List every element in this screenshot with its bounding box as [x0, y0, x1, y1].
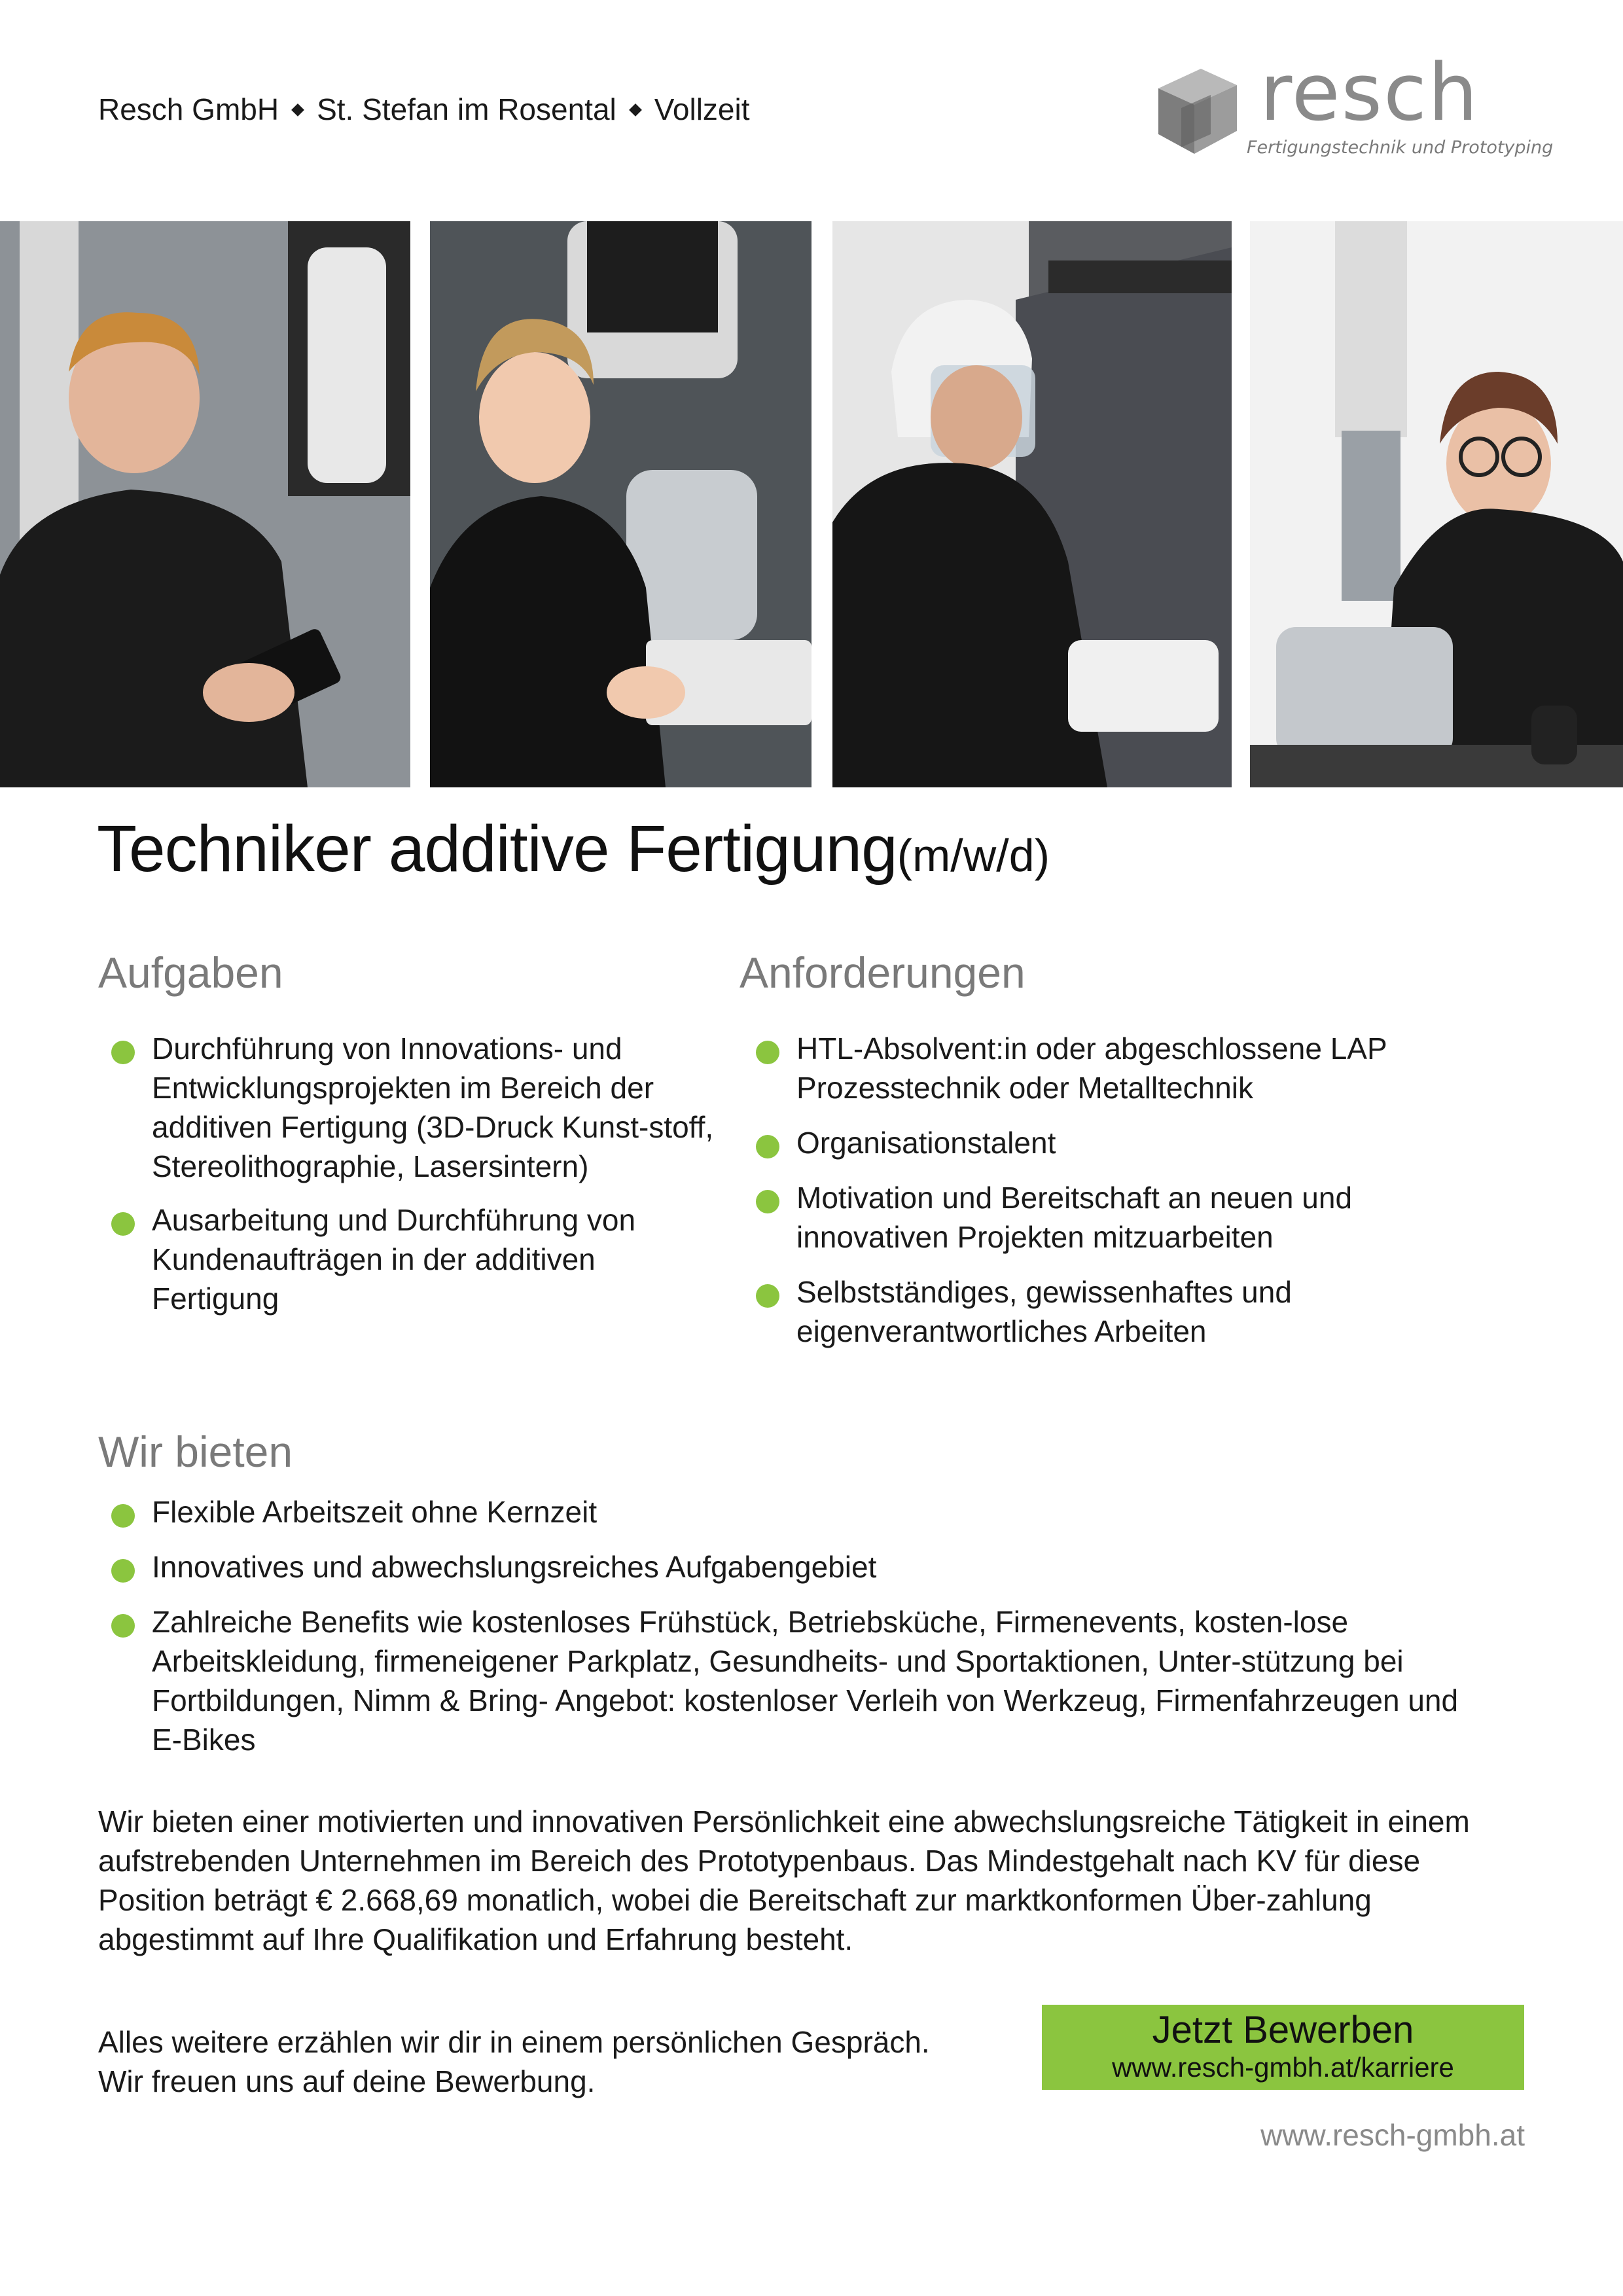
wir-bieten-list: [98, 1492, 1459, 1775]
website-link[interactable]: www.resch-gmbh.at: [1260, 2118, 1525, 2152]
aufgaben-heading: Aufgaben: [98, 948, 283, 997]
bullet-dot-icon: [756, 1284, 779, 1308]
bullet-dot-icon: [756, 1190, 779, 1213]
aufgaben-list: [98, 1029, 726, 1333]
photo-technician-tablet: [0, 221, 410, 787]
diamond-separator-icon: [291, 103, 304, 117]
closing-line-1: Alles weitere erzählen wir dir in einem persönlichen Gespräch.: [98, 2025, 930, 2059]
bullet-dot-icon: [111, 1559, 135, 1583]
bullet-dot-icon: [111, 1212, 135, 1236]
photo-operator-cnc: [430, 221, 812, 787]
list-item: Innovatives und abwechslungsreiches Aufgabengebiet: [98, 1547, 1459, 1587]
anforderungen-heading: Anforderungen: [740, 948, 1026, 997]
closing-line-2: Wir freuen uns auf deine Bewerbung.: [98, 2064, 596, 2098]
list-item: Selbstständiges, gewissenhaftes und eigenverantwortliches Arbeiten: [743, 1272, 1502, 1351]
photo-worker-helmet: [832, 221, 1232, 787]
employment-type: Vollzeit: [654, 92, 750, 126]
logo-cube-icon: [1145, 62, 1240, 157]
company-name: Resch GmbH: [98, 92, 279, 126]
list-item: Motivation und Bereitschaft an neuen und innovativen Projekten mitzuarbeiten: [743, 1178, 1502, 1257]
anforderungen-list: [743, 1029, 1502, 1367]
company-logo: [1145, 48, 1554, 167]
job-title: Techniker additive Fertigung: [97, 812, 897, 886]
apply-button[interactable]: [1042, 2005, 1524, 2090]
bullet-dot-icon: [111, 1504, 135, 1528]
page-title: [97, 812, 1050, 887]
list-item: Organisationstalent: [743, 1123, 1502, 1162]
job-title-suffix: (m/w/d): [897, 830, 1050, 881]
list-item: Flexible Arbeitszeit ohne Kernzeit: [98, 1492, 1459, 1532]
offer-paragraph: Wir bieten einer motivierten und innovativen Persönlichkeit eine abwechslungsreiche Tätigkeit in einem aufstrebenden Unternehmen im Bereich des Prototypenbaus. Das Mindestgehalt nach KV für diese Position beträgt € 2.668,69 monatlich, wobei die Bereitschaft zur marktkonformen Über-zahlung abgestimmt auf Ihre Qualifikation und Erfahrung besteht.: [98, 1804, 1470, 1956]
bullet-dot-icon: [756, 1041, 779, 1064]
logo-tagline: Fertigungstechnik und Prototyping: [1247, 137, 1554, 158]
bullet-dot-icon: [756, 1135, 779, 1158]
wir-bieten-heading: Wir bieten: [98, 1427, 293, 1476]
list-item: Ausarbeitung und Durchführung von Kundenaufträgen in der additiven Fertigung: [98, 1200, 726, 1318]
list-item: Durchführung von Innovations- und Entwicklungsprojekten im Bereich der additiven Fertigung (3D-Druck Kunst-stoff, Stereolithographie, Lasersintern): [98, 1029, 726, 1186]
header-info: [98, 92, 750, 127]
photo-technician-part: [1250, 221, 1623, 787]
closing-text: [98, 2022, 930, 2101]
bullet-dot-icon: [111, 1614, 135, 1638]
job-location: St. Stefan im Rosental: [317, 92, 616, 126]
list-item: HTL-Absolvent:in oder abgeschlossene LAP Prozesstechnik oder Metalltechnik: [743, 1029, 1502, 1107]
list-item: Zahlreiche Benefits wie kostenloses Frühstück, Betriebsküche, Firmenevents, kosten-lose Arbeitskleidung, firmeneigener Parkplatz, Gesundheits- und Sportaktionen, Unter-stützung bei Fortbildungen, Nimm & Bring- Angebot: kostenloser Verleih von Werkzeug, Firmenfahrzeugen und E-Bikes: [98, 1602, 1459, 1759]
apply-link[interactable]: www.resch-gmbh.at/karriere: [1112, 2052, 1454, 2083]
diamond-separator-icon: [629, 103, 642, 117]
bullet-dot-icon: [111, 1041, 135, 1064]
logo-wordmark: resch: [1260, 48, 1480, 139]
apply-button-label: Jetzt Bewerben: [1152, 2009, 1414, 2051]
